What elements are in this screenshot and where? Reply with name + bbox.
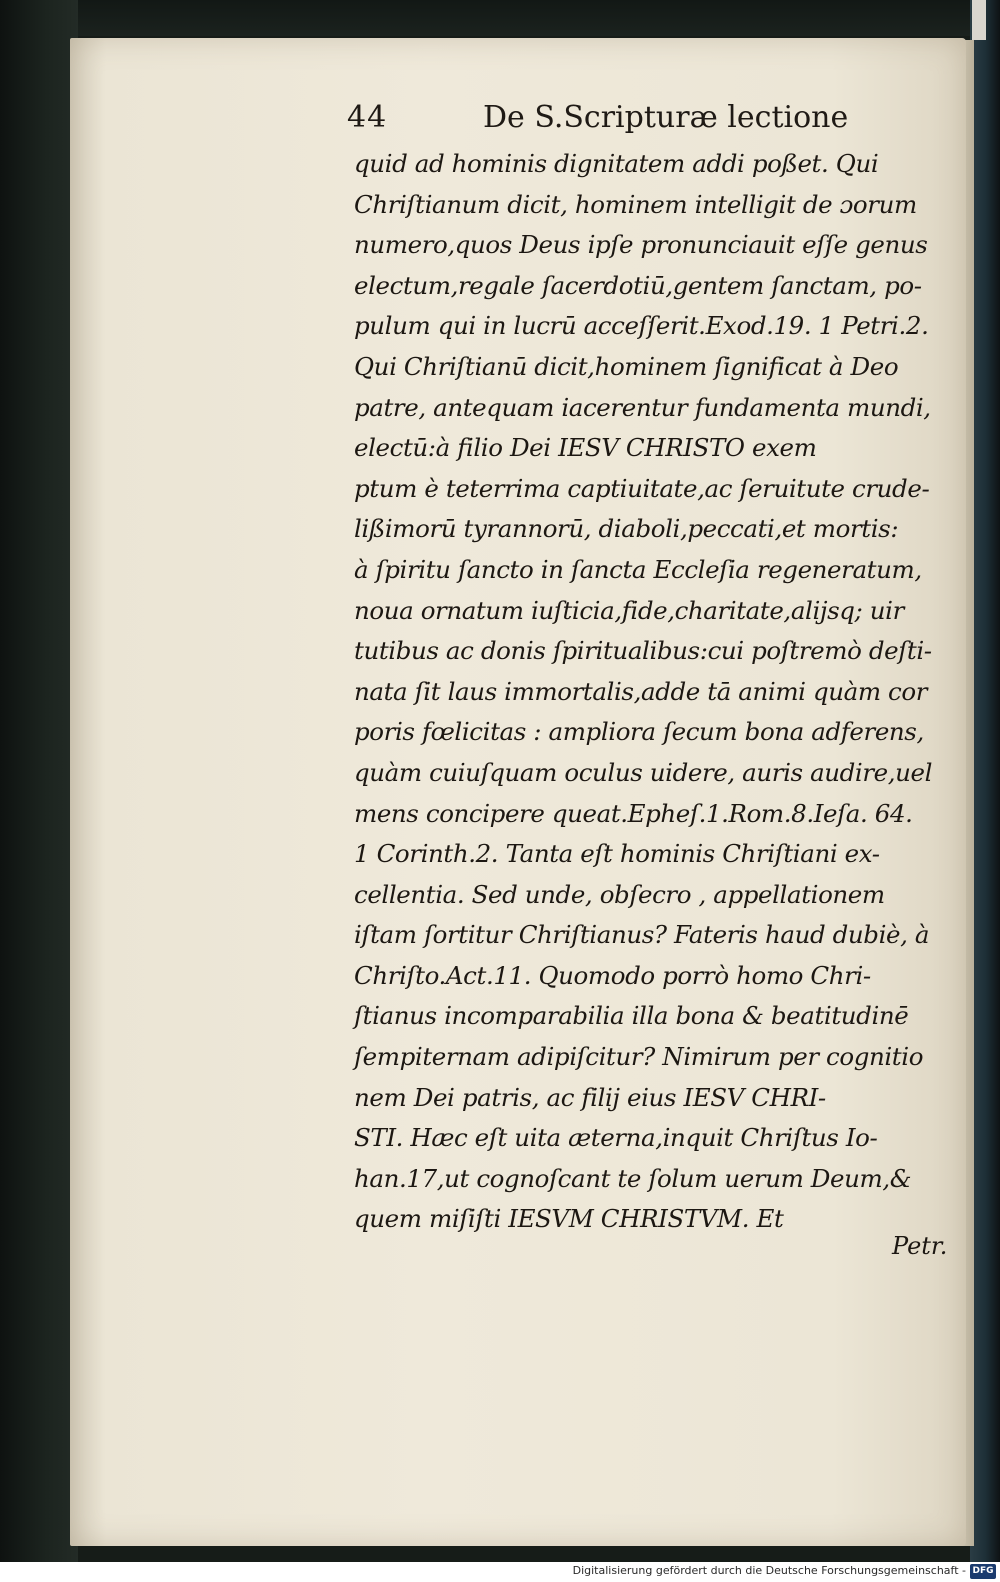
catchword: Petr.	[892, 1232, 948, 1260]
text-line: 1 Corinth.2. Tanta eſt hominis Chriſtiani ex-	[354, 839, 880, 869]
text-line: lißimorū tyrannorū, diaboli,peccati,et mortis:	[354, 514, 899, 544]
text-line: quem miſiſti IESVM CHRISTVM. Et	[354, 1204, 784, 1234]
scan-top-border	[0, 0, 1000, 36]
text-line: tutibus ac donis ſpiritualibus:cui poſtremò deſti-	[354, 636, 932, 666]
running-title: De S.Scripturæ lectione	[483, 100, 849, 135]
text-line: numero,quos Deus ipſe pronunciauit eſſe genus	[354, 230, 928, 260]
text-line: ptum è teterrima captiuitate,ac ſeruitute crude-	[354, 473, 930, 503]
text-line: poris fœlicitas : ampliora ſecum bona adferens,	[354, 717, 924, 747]
text-line: nem Dei patris, ac filij eius IESV CHRI-	[354, 1082, 826, 1112]
text-line: Qui Chriſtianū dicit,hominem ſignificat à Deo	[354, 351, 899, 381]
text-line: STI. Hæc eſt uita æterna,inquit Chriſtus Io-	[354, 1123, 878, 1153]
digitization-credit: Digitalisierung gefördert durch die Deutsche Forschungsgemeinschaft -	[572, 1564, 966, 1577]
text-line: iſtam ſortitur Chriſtianus? Fateris haud dubiè, à	[354, 920, 930, 950]
text-line: han.17,ut cognoſcant te ſolum uerum Deum,&	[354, 1163, 912, 1193]
text-line: quàm cuiuſquam oculus uidere, auris audire,uel	[354, 757, 933, 787]
text-line: electū:à filio Dei IESV CHRISTO exem	[354, 433, 817, 463]
dfg-logo: DFG	[970, 1564, 996, 1579]
scan-right-border	[970, 0, 1000, 1562]
color-reference-edge	[972, 0, 986, 40]
text-line: ſtianus incomparabilia illa bona & beatitudinē	[354, 1001, 909, 1031]
text-line: nata ſit laus immortalis,adde tā animi quàm cor	[354, 676, 928, 706]
text-line: mens concipere queat.Epheſ.1.Rom.8.Ieſa. 64.	[354, 798, 913, 828]
page-number: 44	[347, 100, 388, 135]
scan-left-border	[0, 0, 78, 1562]
text-line: quid ad hominis dignitatem addi poßet. Qui	[354, 149, 879, 178]
running-head	[347, 100, 847, 144]
text-line: à ſpiritu ſancto in ſancta Eccleſia regeneratum,	[354, 554, 922, 584]
text-line: pulum qui in lucrū acceſſerit.Exod.19. 1 Petri.2.	[354, 311, 929, 341]
text-line: Chriſtianum dicit, hominem intelligit de ɔorum	[354, 189, 917, 219]
text-line: electum,regale ſacerdotiū,gentem ſanctam, po-	[354, 270, 922, 300]
text-line: Chriſto.Act.11. Quomodo porrò homo Chri-	[354, 960, 871, 990]
text-line: cellentia. Sed unde, obſecro , appellationem	[354, 879, 885, 909]
body-text	[354, 144, 954, 1240]
text-line: noua ornatum iuſticia,fide,charitate,alijsq; uir	[354, 595, 904, 625]
text-line: ſempiternam adipiſcitur? Nimirum per cognitio	[354, 1042, 924, 1072]
text-line: patre, antequam iacerentur fundamenta mundi,	[354, 392, 931, 422]
